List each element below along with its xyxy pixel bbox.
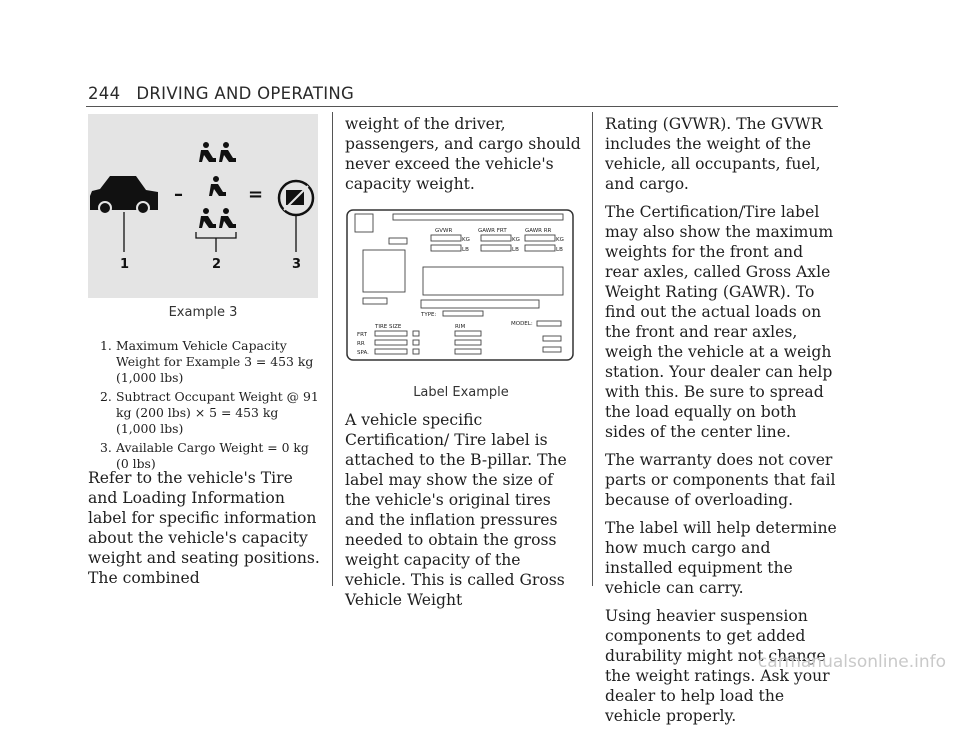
capacity-example-figure [88,114,318,298]
label-tire-size: TIRE SIZE [375,324,402,330]
car-icon [90,176,158,214]
column-1-text [88,468,320,596]
label-kg: KG [462,237,470,243]
tire-label-diagram [345,200,577,372]
label-gawr-frt: GAWR FRT [478,228,507,234]
body-paragraph: Refer to the vehicle's Tire and Loading Information label for specific information about the vehicle's capacity weight and seating positions. The combined [88,469,320,587]
seated-occupant-icon [199,142,236,228]
label-rr: RR [357,341,365,347]
label-type: TYPE: [421,312,437,318]
callout-3: 3 [292,257,302,272]
label-frt: FRT [357,332,367,338]
header-rule [86,106,838,107]
cargo-load-icon [279,181,313,215]
example-list [100,338,320,472]
page-number: 244 [88,84,121,103]
label-gvwr: GVWR [435,228,453,234]
body-paragraph: weight of the driver, passengers, and cargo should never exceed the vehicle's capacity weight. [345,115,581,193]
column-divider-2 [592,112,593,586]
label-model: MODEL: [511,321,533,327]
label-lb: LB [512,247,519,253]
example-list-container [100,338,320,475]
section-title: DRIVING AND OPERATING [136,84,355,103]
callout-1: 1 [120,257,130,272]
body-paragraph: The Certification/Tire label may also show the maximum weights for the front and rear axles, called Gross Axle Weight Rating (GAWR). To find out the actual loads on the front and rear axles, weigh the vehicle at a weigh station. Your dealer can help with this. Be sure to spread the load equally on both sides of the center line. [605,203,834,441]
label-lb: LB [556,247,563,253]
body-paragraph: The warranty does not cover parts or components that fail because of overloading. [605,451,836,509]
page-header [88,84,354,103]
tire-label-figure [345,200,577,372]
label-rim: RIM [455,324,466,330]
column-3-text [605,114,841,734]
callout-2: 2 [212,257,222,272]
equals-sign: = [248,184,264,205]
callout-leaders [124,212,296,252]
capacity-diagram [88,114,318,298]
column-divider-1 [332,112,333,586]
watermark: carmanualsonline.info [757,652,946,672]
label-gawr-rr: GAWR RR [525,228,552,234]
body-paragraph: A vehicle specific Certification/ Tire label is attached to the B-pillar. The label may show the size of the vehicle's original tires and the inflation pressures needed to obtain the gross weight capacity of the vehicle. This is called Gross Vehicle Weight [345,411,567,609]
list-item: 1. Maximum Vehicle Capacity Weight for Example 3 = 453 kg (1,000 lbs) [100,338,314,385]
body-paragraph: Using heavier suspension components to get added durability might not change the weight ratings. Ask your dealer to help load the vehicle properly. [605,607,830,725]
figure2-caption: Label Example [413,385,509,400]
body-paragraph: Rating (GVWR). The GVWR includes the weight of the vehicle, all occupants, fuel, and cargo. [605,115,823,193]
label-kg: KG [556,237,564,243]
column-2-bottom [345,410,583,618]
label-kg: KG [512,237,520,243]
label-spa: SPA. [357,350,369,356]
list-item: 3. Available Cargo Weight = 0 kg (0 lbs) [100,440,309,471]
body-paragraph: The label will help determine how much cargo and installed equipment the vehicle can carry. [605,519,837,597]
list-item: 2. Subtract Occupant Weight @ 91 kg (200 lbs) × 5 = 453 kg (1,000 lbs) [100,389,319,436]
figure1-caption: Example 3 [168,305,238,320]
minus-sign: – [174,184,183,205]
label-lb: LB [462,247,469,253]
